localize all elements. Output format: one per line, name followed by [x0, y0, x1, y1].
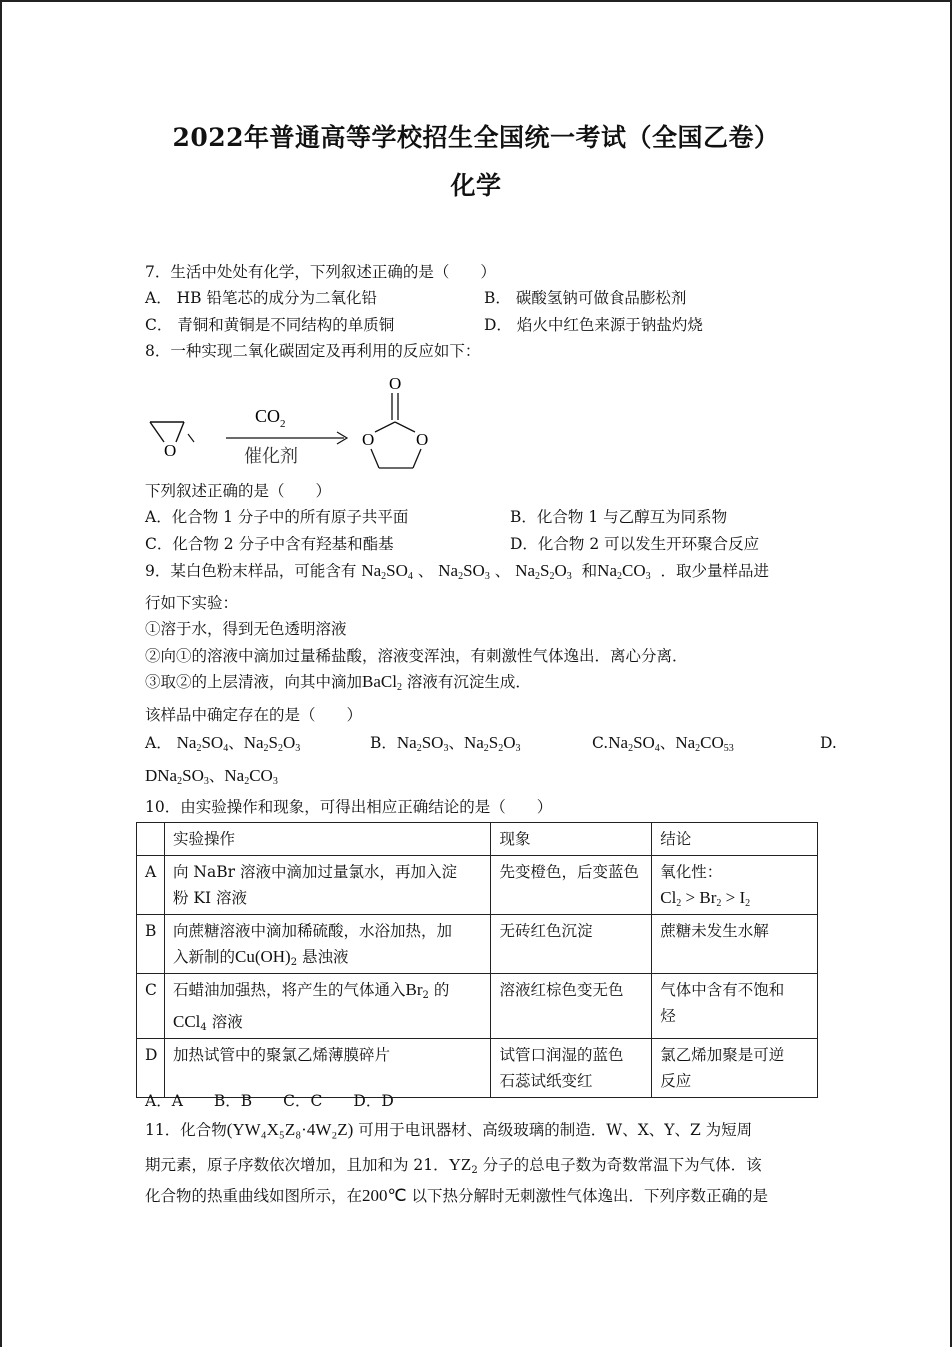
q8-option-c: C．化合物 2 分子中含有羟基和酯基	[145, 535, 394, 553]
formula-na2s2o3: $Na_2S_2O_3$	[515, 561, 572, 582]
row-label: B	[137, 915, 165, 974]
operation-cell: 向 NaBr 溶液中滴加过量氯水，再加入淀 粉 KI 溶液	[164, 856, 491, 915]
operation-cell: 向蔗糖溶液中滴加稀硫酸，水浴加热，加 入新制的$Cu(OH)_2$ 悬浊液	[164, 915, 491, 974]
q9-question: 该样品中确定存在的是（ ）	[145, 706, 363, 724]
formula-na2so4: $Na_2SO_4$	[361, 561, 413, 582]
phenomenon-cell: 试管口润湿的蓝色 石蕊试纸变红	[491, 1039, 652, 1098]
cyclic-carbonate-structure	[362, 374, 428, 468]
table-header-cell	[137, 823, 165, 856]
table-row	[137, 1039, 818, 1098]
page-border-top	[0, 0, 952, 2]
table-row	[137, 974, 818, 1039]
reaction-svg	[140, 370, 450, 482]
q9-option-a: A． $Na_2SO_4$、$Na_2S_2O_3$	[145, 733, 301, 754]
q9-option-b: B．$Na_2SO_3$、$Na_2S_2O_3$	[370, 733, 521, 754]
q9-stem-line2: 行如下实验：	[145, 594, 239, 612]
epoxide-structure	[150, 422, 194, 460]
q7-option-c: C． 青铜和黄铜是不同结构的单质铜	[145, 316, 395, 334]
table-row	[137, 856, 818, 915]
ring-oxygen-right: O	[416, 430, 429, 449]
row-label: D	[137, 1039, 165, 1098]
epoxide-bond-co-right	[176, 422, 184, 442]
catalyst-label: 催化剂	[244, 446, 298, 467]
exam-title: 2022年普通高等学校招生全国统一考试（全国乙卷）	[172, 123, 780, 152]
q9-step1: ①溶于水，得到无色透明溶液	[145, 620, 347, 638]
q7-option-b: B． 碳酸氢钠可做食品膨松剂	[484, 289, 687, 307]
phenomenon-cell: 溶液红棕色变无色	[491, 974, 652, 1039]
table-header-cell: 结论	[652, 823, 818, 856]
page-border-left	[0, 0, 2, 1347]
epoxide-oxygen: O	[164, 441, 177, 460]
q11-line2: 期元素，原子序数依次增加，且加和为 21．$YZ_2$ 分子的总电子数为奇数常温下为气体．该	[145, 1155, 762, 1176]
ring-bond-1	[375, 422, 395, 432]
q9-stem-prefix: 9．某白色粉末样品，可能含有	[145, 562, 357, 580]
phenomenon-cell: 无砖红色沉淀	[491, 915, 652, 974]
q7-stem: 7．生活中处处有化学，下列叙述正确的是（ ）	[145, 263, 496, 281]
table-header-row	[137, 823, 818, 856]
q8-question: 下列叙述正确的是（ ）	[145, 482, 332, 500]
operation-cell: 加热试管中的聚氯乙烯薄膜碎片	[164, 1039, 491, 1098]
q8-option-d: D．化合物 2 可以发生开环聚合反应	[510, 535, 760, 553]
table-row	[137, 915, 818, 974]
q9-step3: ③取②的上层清液，向其中滴加BaCl$_2$ 溶液有沉淀生成．	[145, 672, 531, 693]
carbonyl-oxygen: O	[389, 374, 402, 393]
formula-na2so3: $Na_2SO_3$	[438, 561, 490, 582]
subject-title: 化学	[450, 171, 502, 200]
q9-option-d-label: D.	[820, 734, 837, 752]
q9-option-c: $C.Na_2SO_4$、$Na_2CO_{53}$	[592, 733, 734, 754]
q10-stem: 10．由实验操作和现象，可得出相应正确结论的是（ ）	[145, 798, 553, 816]
formula-bacl2: BaCl$_2$	[362, 672, 402, 693]
q10-options: A．A B．B C．C D．D	[145, 1092, 394, 1110]
ring-bond-2	[395, 422, 415, 432]
q9-stem: 9．某白色粉末样品，可能含有 $Na_2SO_4$ 、 $Na_2SO_3$ 、 $Na_2S_2O_3$ 和$Na_2CO_3$ ．取少量样品进	[145, 561, 769, 582]
q8-option-b: B．化合物 1 与乙醇互为同系物	[510, 508, 728, 526]
reaction-diagram	[140, 370, 450, 482]
phenomenon-cell: 先变橙色，后变蓝色	[491, 856, 652, 915]
conclusion-cell: 氯乙烯加聚是可逆 反应	[652, 1039, 818, 1098]
reaction-arrow	[226, 406, 347, 467]
q11-line1: 11．化合物(YW₄X₅Z₈·4W₂Z) 可用于电讯器材、高级玻璃的制造．W、X、Y、Z 为短周	[145, 1120, 753, 1139]
q8-stem: 8．一种实现二氧化碳固定及再利用的反应如下：	[145, 342, 481, 360]
q9-option-d: $DNa_2SO_3$、$Na_2CO_3$	[145, 766, 278, 787]
reagent-co2: $CO_2$	[255, 406, 286, 430]
table-header-cell: 实验操作	[164, 823, 491, 856]
epoxide-tick	[188, 434, 194, 442]
conclusion-cell: 蔗糖未发生水解	[652, 915, 818, 974]
q11-line3: 化合物的热重曲线如图所示，在200℃ 以下热分解时无刺激性气体逸出．下列序数正确的是	[145, 1186, 769, 1205]
ring-oxygen-left: O	[362, 430, 375, 449]
table-header-cell: 现象	[491, 823, 652, 856]
q7-option-d: D． 焰火中红色来源于钠盐灼烧	[484, 316, 703, 334]
ring-bond-4	[413, 449, 421, 468]
q9-step2: ②向①的溶液中滴加过量稀盐酸，溶液变浑浊，有刺激性气体逸出．离心分离．	[145, 647, 688, 665]
formula-compound: (YW₄X₅Z₈·4W₂Z)	[226, 1120, 354, 1139]
q7-option-a: A． HB 铅笔芯的成分为二氧化铅	[145, 289, 377, 307]
operation-cell: 石蜡油加强热，将产生的气体通入$Br_2$ 的 CCl$_4$ 溶液	[164, 974, 491, 1039]
formula-na2co3: $Na_2CO_3$	[597, 561, 651, 582]
experiment-table	[136, 822, 818, 1098]
ring-bond-3	[371, 449, 379, 468]
row-label: C	[137, 974, 165, 1039]
epoxide-bond-co-left	[150, 422, 164, 442]
conclusion-cell: 氧化性： $Cl_2 > Br_2 > I_2$	[652, 856, 818, 915]
q8-option-a: A．化合物 1 分子中的所有原子共平面	[145, 508, 409, 526]
conclusion-cell: 气体中含有不饱和 烃	[652, 974, 818, 1039]
row-label: A	[137, 856, 165, 915]
